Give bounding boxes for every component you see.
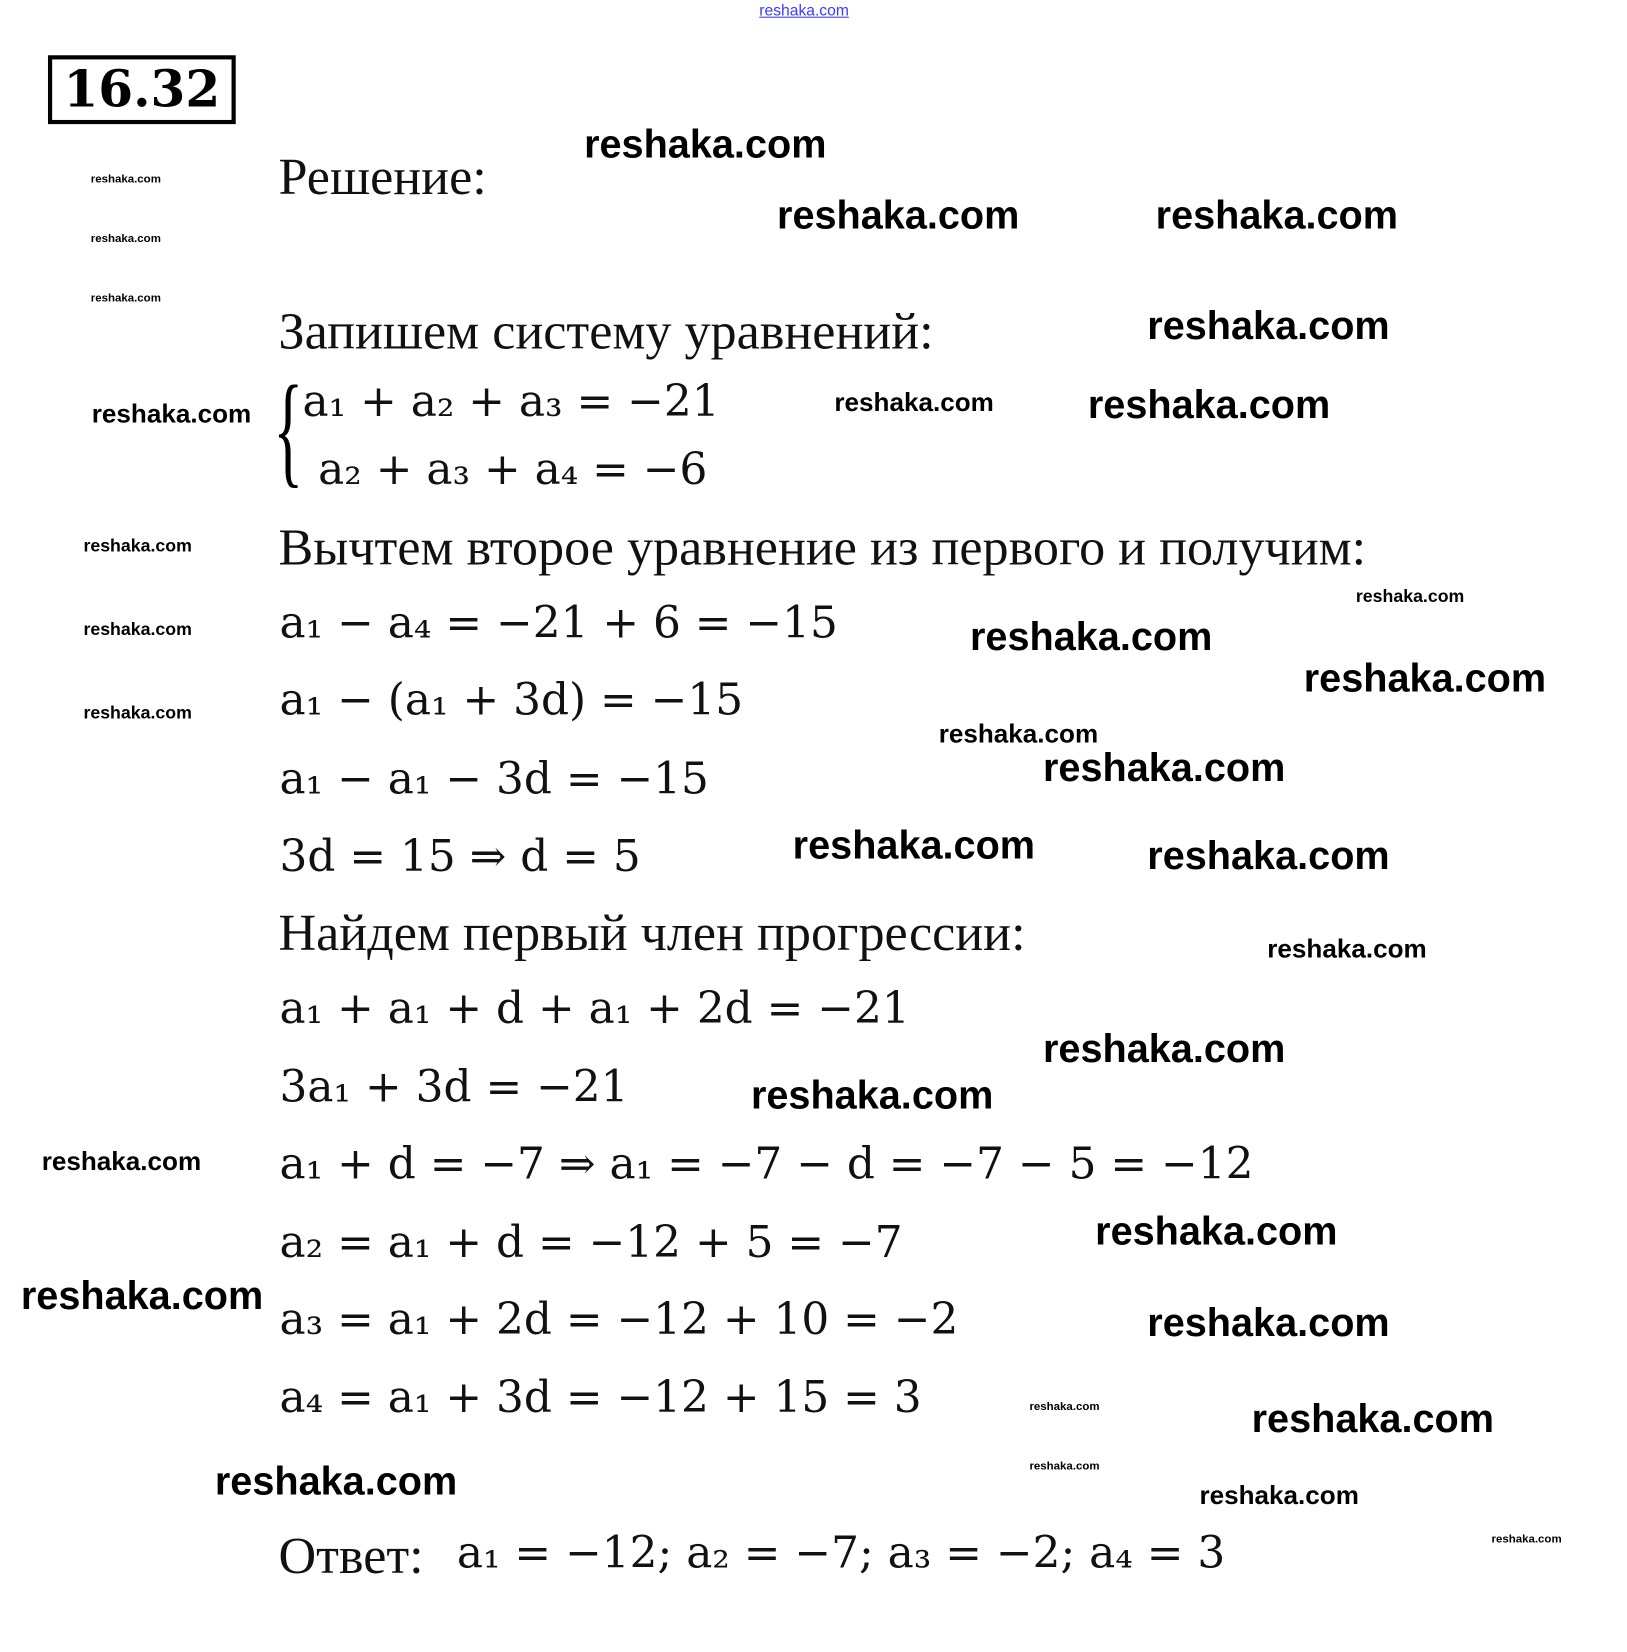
- watermark: reshaka.com: [1267, 934, 1427, 964]
- watermark: reshaka.com: [792, 823, 1036, 868]
- watermark: reshaka.com: [1199, 1481, 1359, 1511]
- watermark: reshaka.com: [83, 702, 192, 723]
- step-line: a₁ − a₁ − 3d = −15: [279, 753, 709, 805]
- watermark: reshaka.com: [969, 615, 1213, 660]
- step-line: 3a₁ + 3d = −21: [279, 1060, 629, 1112]
- site-link[interactable]: reshaka.com: [759, 2, 849, 20]
- find-text: Найдем первый член прогрессии:: [278, 903, 1026, 962]
- step-line: a₁ + d = −7 ⇒ a₁ = −7 − d = −7 − 5 = −12: [279, 1137, 1254, 1190]
- watermark: reshaka.com: [1029, 1460, 1100, 1473]
- watermark: reshaka.com: [1029, 1400, 1100, 1414]
- watermark: reshaka.com: [1491, 1533, 1562, 1546]
- watermark: reshaka.com: [1043, 746, 1286, 791]
- watermark: reshaka.com: [90, 292, 161, 305]
- watermark: reshaka.com: [1147, 304, 1390, 349]
- watermark: reshaka.com: [750, 1074, 994, 1119]
- watermark: reshaka.com: [20, 1274, 264, 1319]
- step-line: a₁ − (a₁ + 3d) = −15: [279, 673, 744, 725]
- step-line: a₄ = a₁ + 3d = −12 + 15 = 3: [279, 1371, 922, 1423]
- watermark: reshaka.com: [1147, 1301, 1390, 1346]
- watermark: reshaka.com: [1095, 1209, 1338, 1254]
- watermark: reshaka.com: [90, 232, 161, 246]
- watermark: reshaka.com: [83, 536, 192, 556]
- step-line: a₂ = a₁ + d = −12 + 5 = −7: [279, 1216, 903, 1268]
- intro-text: Запишем систему уравнений:: [278, 301, 934, 360]
- step-line: a₃ = a₁ + 2d = −12 + 10 = −2: [279, 1293, 959, 1345]
- watermark: reshaka.com: [834, 387, 994, 418]
- system-equation-1: a₁ + a₂ + a₃ = −21: [302, 375, 720, 427]
- step-line: 3d = 15 ⇒ d = 5: [279, 830, 641, 882]
- watermark: reshaka.com: [90, 173, 161, 186]
- problem-number: 16.32: [48, 55, 236, 124]
- watermark: reshaka.com: [584, 123, 827, 167]
- system-brace: {: [273, 359, 304, 499]
- watermark: reshaka.com: [1155, 193, 1399, 238]
- watermark: reshaka.com: [1303, 657, 1547, 701]
- subtract-text: Вычтем второе уравнение из первого и получим:: [278, 517, 1367, 576]
- watermark: reshaka.com: [214, 1460, 458, 1505]
- watermark: reshaka.com: [1251, 1397, 1494, 1442]
- watermark: reshaka.com: [1147, 834, 1390, 879]
- watermark: reshaka.com: [1087, 383, 1331, 428]
- step-line: a₁ + a₁ + d + a₁ + 2d = −21: [279, 982, 910, 1034]
- step-line: a₁ − a₄ = −21 + 6 = −15: [279, 596, 838, 648]
- watermark: reshaka.com: [777, 193, 1020, 238]
- watermark: reshaka.com: [938, 719, 1099, 749]
- watermark: reshaka.com: [1355, 586, 1465, 606]
- watermark: reshaka.com: [41, 1147, 202, 1177]
- system-equation-2: a₂ + a₃ + a₄ = −6: [318, 443, 708, 495]
- watermark: reshaka.com: [1043, 1027, 1286, 1072]
- answer-values: a₁ = −12; a₂ = −7; a₃ = −2; a₄ = 3: [456, 1526, 1226, 1579]
- watermark: reshaka.com: [83, 619, 192, 640]
- solution-heading: Решение:: [278, 147, 487, 206]
- answer-label: Ответ:: [278, 1525, 424, 1585]
- watermark: reshaka.com: [91, 399, 252, 429]
